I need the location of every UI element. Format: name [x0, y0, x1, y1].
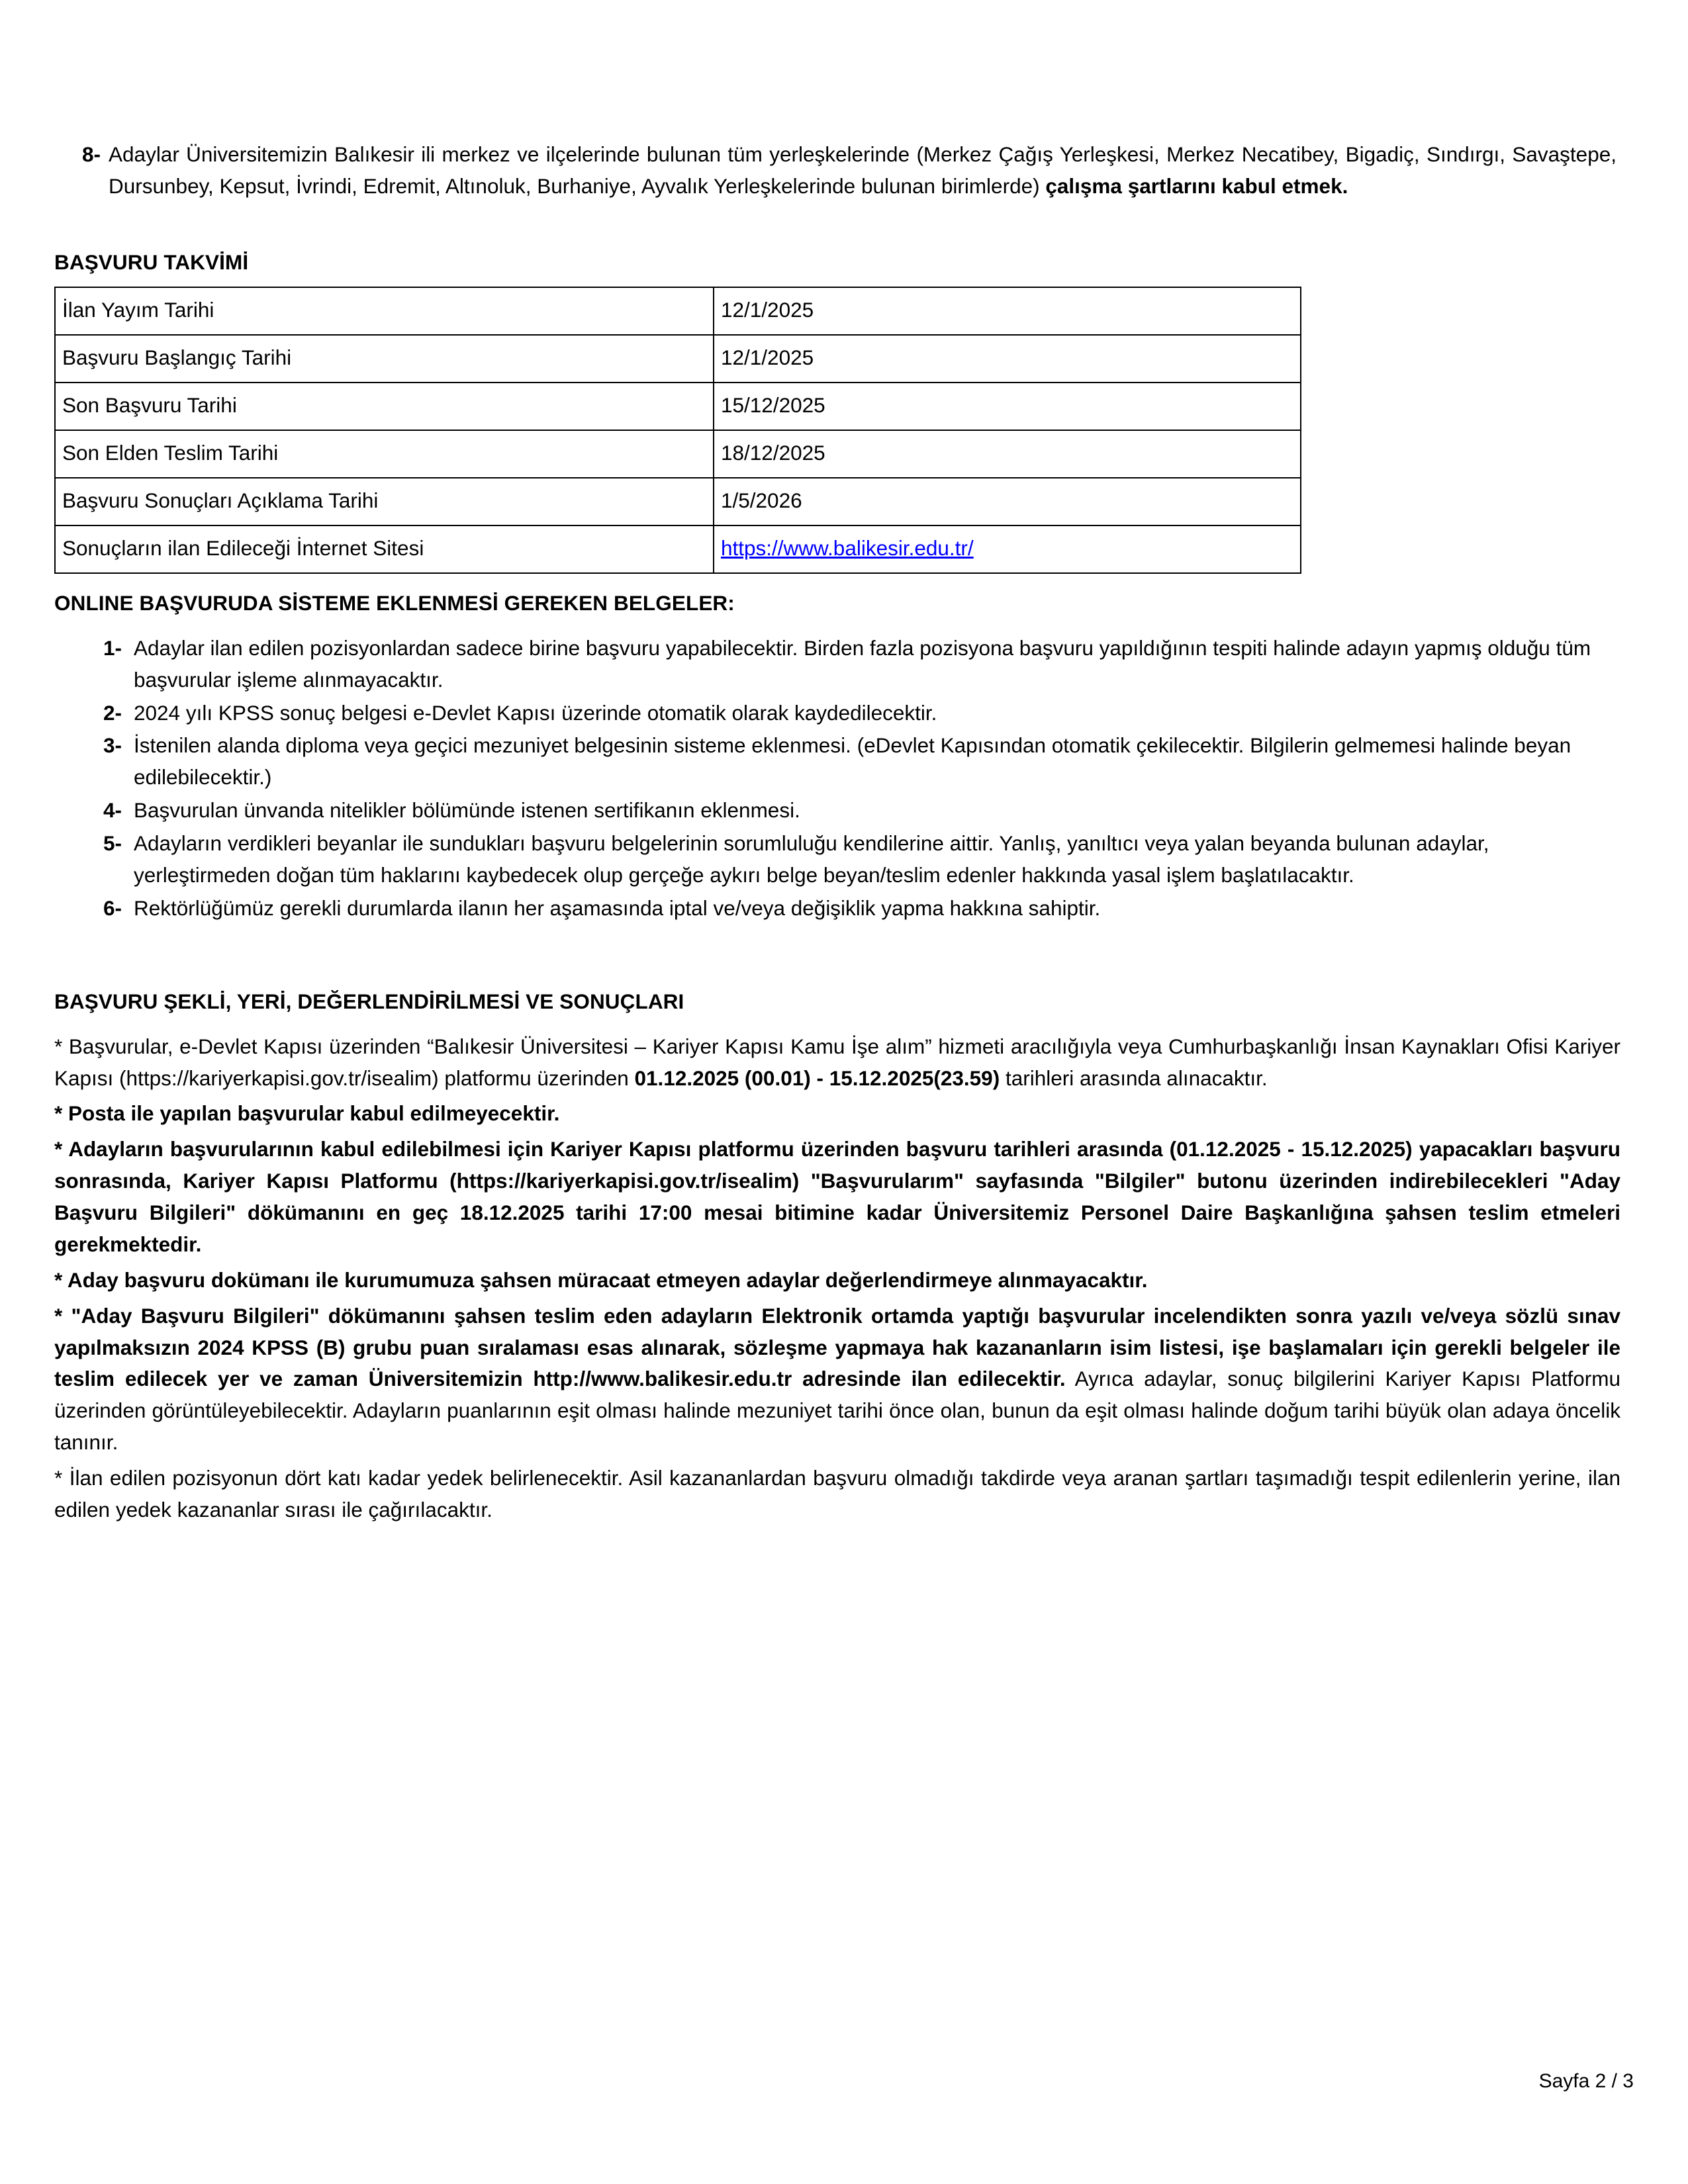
list-item: [82, 828, 1617, 891]
calendar-value-cell: [714, 525, 1301, 573]
page-footer: Sayfa 2 / 3: [1538, 2070, 1634, 2092]
application-paragraph-5: [54, 1300, 1620, 1459]
application-paragraph-2: * Posta ile yapılan başvurular kabul edilmeyecektir.: [54, 1101, 560, 1126]
application-paragraph-5-rest: Ayrıca adaylar, sonuç bilgilerini Kariyer Kapısı Platformu üzerinden görüntüleyebilecektir. Adayların puanlarının eşit olması halinde mezuniyet tarihi önce olan, bunun da eşit olması halinde doğum tarihi büyük olan adaya öncelik tanınır.: [54, 1367, 1620, 1455]
list-item: [82, 795, 1617, 827]
document-content: [54, 139, 1620, 1530]
calendar-value-cell: 1/5/2026: [714, 478, 1301, 525]
results-website-link[interactable]: https://www.balikesir.edu.tr/: [721, 536, 974, 561]
application-calendar-table: [54, 287, 1301, 574]
calendar-label-cell: Son Elden Teslim Tarihi: [55, 430, 714, 478]
application-paragraph-4: * Aday başvuru dokümanı ile kurumumuza şahsen müracaat etmeyen adaylar değerlendirmeye alınmayacaktır.: [54, 1267, 1148, 1292]
table-row: [55, 525, 1301, 573]
table-row: [55, 430, 1301, 478]
spacer: [54, 615, 1620, 633]
clause-8-text: Adaylar Üniversitemizin Balıkesir ili merkez ve ilçelerinde bulunan tüm yerleşkelerinde (Merkez Çağış Yerleşkesi, Merkez Necatibey, Bigadiç, Sındırgı, Savaştepe, Dursunbey, Kepsut, İvrindi, Edremit, Altınoluk, Burhaniye, Ayvalık Yerleşkelerinde bulunan birimlerde): [109, 142, 1617, 198]
clause-8-number: 8-: [82, 142, 101, 166]
list-item-text: Rektörlüğümüz gerekli durumlarda ilanın her aşamasında iptal ve/veya değişiklik yapma hakkına sahiptir.: [134, 895, 1101, 920]
clause-8-bold-text: çalışma şartlarını kabul etmek.: [1045, 173, 1348, 198]
application-paragraph-6: * İlan edilen pozisyonun dört katı kadar yedek belirlenecektir. Asil kazananlardan başvuru olmadığı takdirde veya aranan şartları taşımadığı tespit edilenlerin yerine, ilan edilen yedek kazananlar sırası ile çağırılacaktır.: [54, 1466, 1620, 1522]
list-item-number: 3-: [103, 733, 122, 758]
required-documents-list: [82, 633, 1617, 925]
list-item: [82, 698, 1617, 729]
table-row: [55, 335, 1301, 383]
clause-8-body: [109, 139, 1617, 203]
application-paragraph-1-lead: * Başvurular, e-Devlet Kapısı üzerinden “Balıkesir Üniversitesi – Kariyer Kapısı Kamu İşe alım” hizmeti aracılığıyla veya Cumhurbaşkanlığı İnsan Kaynakları Ofisi Kariyer Kapısı (https://kariyerkapisi.gov.tr/isealim) platformu üzerinden: [54, 1034, 1620, 1090]
calendar-label-cell: Son Başvuru Tarihi: [55, 383, 714, 430]
calendar-label-cell: Başvuru Sonuçları Açıklama Tarihi: [55, 478, 714, 525]
application-method-heading: BAŞVURU ŞEKLİ, YERİ, DEĞERLENDİRİLMESİ VE SONUÇLARI: [54, 989, 684, 1013]
calendar-value-cell: 18/12/2025: [714, 430, 1301, 478]
list-item-number: 4-: [103, 798, 122, 823]
clause-item-8: [82, 139, 1617, 203]
calendar-label-cell: İlan Yayım Tarihi: [55, 287, 714, 335]
calendar-value-cell: 12/1/2025: [714, 287, 1301, 335]
list-item-text: Adaylar ilan edilen pozisyonlardan sadece birine başvuru yapabilecektir. Birden fazla pozisyona başvuru yapıldığının tespiti halinde adayın yapmış olduğu tüm başvurular işleme alınmayacaktır.: [134, 635, 1591, 692]
list-item-number: 6-: [103, 895, 122, 920]
calendar-label-cell: Sonuçların ilan Edileceği İnternet Sitesi: [55, 525, 714, 573]
application-paragraph-5-bold: * "Aday Başvuru Bilgileri" dökümanını şahsen teslim eden adayların Elektronik ortamda yaptığı başvurular incelendikten sonra yazılı ve/veya sözlü sınav yapılmaksızın 2024 KPSS (B) grubu puan sıralaması esas alınarak, sözleşme yapmaya hak kazananların isim listesi, işe başlamaları için gerekli belgeler ile teslim edilecek yer ve zaman Üniversitemizin http://www.balikesir.edu.tr adresinde ilan edilecektir.: [54, 1303, 1620, 1391]
calendar-table-body: [55, 287, 1301, 573]
calendar-value-cell: 15/12/2025: [714, 383, 1301, 430]
list-item-text: 2024 yılı KPSS sonuç belgesi e-Devlet Kapısı üzerinde otomatik olarak kaydedilecektir.: [134, 700, 937, 725]
list-item: [82, 730, 1617, 794]
list-item-number: 2-: [103, 700, 122, 725]
table-row: [55, 287, 1301, 335]
list-item-text: Başvurulan ünvanda nitelikler bölümünde istenen sertifikanın eklenmesi.: [134, 798, 800, 823]
list-item: [82, 633, 1617, 696]
spacer: [54, 203, 1620, 250]
spacer: [54, 574, 1620, 591]
table-row: [55, 383, 1301, 430]
list-item-text: Adayların verdikleri beyanlar ile sundukları başvuru belgelerinin sorumluluğu kendilerine aittir. Yanlış, yanıltıcı veya yalan beyanda bulunan adaylar, yerleştirmeden doğan tüm haklarını kaybedecek olup gerçeğe aykırı belge beyan/teslim edenler hakkında yasal işlem başlatılacaktır.: [134, 831, 1489, 887]
spacer: [54, 1014, 1620, 1031]
calendar-value-cell: 12/1/2025: [714, 335, 1301, 383]
calendar-label-cell: Başvuru Başlangıç Tarihi: [55, 335, 714, 383]
list-item-number: 1-: [103, 635, 122, 660]
spacer: [54, 926, 1620, 989]
calendar-heading: BAŞVURU TAKVİMİ: [54, 250, 249, 274]
list-item-number: 5-: [103, 831, 122, 855]
documents-heading: ONLINE BAŞVURUDA SİSTEME EKLENMESİ GEREKEN BELGELER:: [54, 590, 735, 615]
table-row: [55, 478, 1301, 525]
list-item-text: İstenilen alanda diploma veya geçici mezuniyet belgesinin sisteme eklenmesi. (eDevlet Kapısından otomatik çekilecektir. Bilgilerin gelmemesi halinde beyan edilebilecektir.): [134, 733, 1571, 790]
application-paragraph-1-tail: tarihleri arasında alınacaktır.: [1000, 1066, 1268, 1090]
application-dates-bold: 01.12.2025 (00.01) - 15.12.2025(23.59): [634, 1066, 1000, 1090]
list-item: [82, 893, 1617, 925]
application-paragraph-1: [54, 1031, 1620, 1095]
application-paragraph-3: * Adayların başvurularının kabul edilebilmesi için Kariyer Kapısı platformu üzerinden başvuru tarihleri arasında (01.12.2025 - 15.12.2025) yapacakları başvuru sonrasında, Kariyer Kapısı Platformu (https://kariyerkapisi.gov.tr/isealim) "Başvurularım" sayfasında "Bilgiler" butonu üzerinden indirebilecekleri "Aday Başvuru Bilgileri" dökümanını en geç 18.12.2025 tarihi 17:00 mesai bitimine kadar Üniversitemiz Personel Daire Başkanlığına şahsen teslim etmeleri gerekmektedir.: [54, 1137, 1620, 1256]
